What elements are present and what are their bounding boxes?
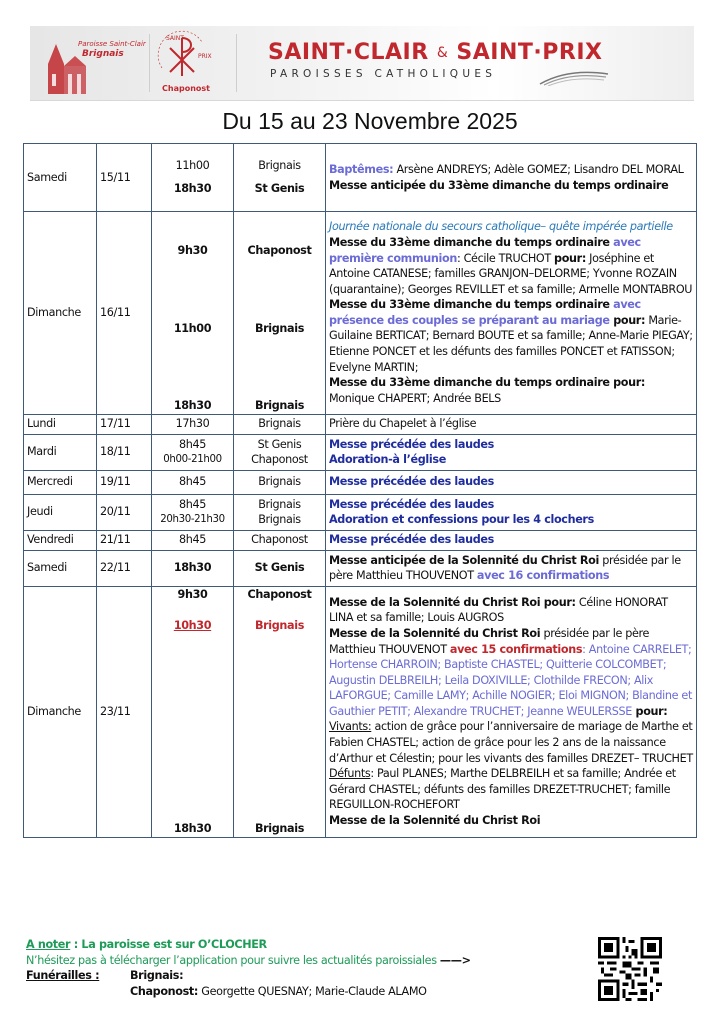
oclocher-note (26, 937, 471, 953)
note-text: : La paroisse est sur O’CLOCHER (70, 938, 267, 951)
time-value: 18h30 (173, 182, 212, 195)
day-cell: Mardi (24, 434, 97, 470)
mass-title: Messe de la Solennité du Christ Roi (329, 814, 541, 828)
place-cell: St Genis (234, 550, 326, 586)
confirmations-label: avec 16 confirmations (476, 569, 610, 583)
logo-brignais (38, 32, 148, 94)
intentions-names: Joséphine et Antoine CATANESE; familles GRANJON–DELORME; Yvonne ROZAIN (quarantaine); Georges REVILLET et sa famille; Armelle MONTABROU (329, 251, 693, 296)
qr-code-icon[interactable] (598, 937, 662, 1001)
swoosh-icon (538, 66, 610, 86)
celebrant: présidée par le père Matthieu THOUVENOT (329, 626, 650, 656)
mass-title: Messe du 33ème dimanche du temps ordinaire (329, 235, 614, 249)
funerals-label: Funérailles : (26, 969, 100, 983)
time-value: 10h30 (173, 619, 212, 633)
place-value: Brignais (254, 321, 305, 335)
defunts-label: Défunts (329, 767, 371, 781)
description-cell (326, 434, 697, 470)
page-title: Du 15 au 23 Novembre 2025 (222, 108, 518, 134)
time-cell: 8h45 (152, 470, 234, 494)
place-value: Brignais (254, 619, 305, 633)
communicant-name: : Cécile TRUCHOT (456, 251, 555, 265)
table-row (24, 530, 697, 550)
place-cell: Chaponost (234, 530, 326, 550)
logo-chaponost (152, 28, 212, 98)
mass-title: Messe du 33ème dimanche du temps ordinaire (329, 298, 614, 312)
intentions-label: pour: (554, 251, 586, 265)
funerals-chaponost-line (26, 984, 471, 1000)
place-value: Chaponost (247, 587, 312, 601)
description-cell: Messe précédée des laudes (326, 470, 697, 494)
mass-title: Messe anticipée de la Solennité du Christ Roi (329, 553, 599, 567)
table-row (24, 494, 697, 530)
logo-brignais-line2: Brignais (82, 49, 124, 59)
intentions-names: Marie- Guilaine BERTICAT; Bernard BOUTE et sa famille; Anne-Marie PIEGAY; Etienne PONCET et les défunts des familles PONCET et FATISSON; Evelyne MARTIN; (329, 313, 693, 374)
date-cell: 19/11 (97, 470, 152, 494)
place-value: Brignais (254, 821, 305, 835)
table-row (24, 470, 697, 494)
date-cell: 21/11 (97, 530, 152, 550)
event-title: Messe précédée des laudes (329, 437, 494, 451)
event-title: Adoration et confessions pour les 4 clochers (329, 513, 594, 527)
date-cell: 15/11 (97, 144, 152, 212)
chi-rho-icon (152, 28, 212, 84)
day-cell: Samedi (24, 550, 97, 586)
table-row (24, 414, 697, 434)
brand-saint-prix: SAINT·PRIX (456, 40, 603, 65)
download-note (26, 953, 471, 969)
svg-text:SAINT: SAINT (166, 35, 184, 42)
time-cell: 17h30 (152, 414, 234, 434)
event-title: Messe précédée des laudes (329, 497, 494, 511)
time-value: 8h45 (178, 437, 207, 451)
funerals-chaponost: Chaponost: (130, 984, 199, 998)
place-cell (234, 586, 326, 837)
time-cell: 18h30 (152, 550, 234, 586)
day-cell: Vendredi (24, 530, 97, 550)
couples-label: avec présence des couples se préparant au mariage (329, 298, 641, 327)
place-cell: Brignais (234, 470, 326, 494)
time-value: 11h00 (175, 159, 210, 173)
vivants-text: action de grâce pour l’anniversaire de mariage de Marthe et Fabien CHASTEL; action de grâce pour les 2 ans de la naissance d’Arthur et Célestin; pour les vivants des familles DREZET– TRUCHET (329, 720, 693, 765)
mass-title: Messe anticipée du 33ème dimanche du temps ordinaire (329, 178, 669, 192)
date-cell: 22/11 (97, 550, 152, 586)
time-value: 18h30 (173, 399, 212, 413)
event-title: Adoration-à l’église (329, 453, 446, 467)
table-row (24, 212, 697, 415)
day-cell: Dimanche (24, 212, 97, 415)
place-value: Chaponost (251, 453, 308, 467)
time-value: 20h30-21h30 (160, 514, 225, 526)
defunts-text: : Paul PLANES; Marthe DELBREILH et sa famille; Andrée et Gérard CHASTEL; défunts des familles DREZET-TRUCHET; famille REGUILLON-ROCHEFORT (329, 767, 676, 812)
day-cell: Samedi (24, 144, 97, 212)
confirmations-label: avec 15 confirmations (449, 642, 583, 656)
brand-title (268, 40, 602, 65)
time-cell (152, 144, 234, 212)
time-cell (152, 212, 234, 415)
description-cell: Prière du Chapelet à l’église (326, 414, 697, 434)
time-value: 0h00-21h00 (163, 454, 222, 466)
schedule-table (23, 143, 697, 838)
mass-title: Messe du 33ème dimanche du temps ordinaire pour: (329, 376, 646, 390)
funerals (26, 968, 471, 984)
place-value: Chaponost (247, 244, 312, 257)
place-value: Brignais (258, 159, 301, 173)
brand-subtitle: PAROISSES CATHOLIQUES (270, 68, 497, 80)
svg-text:PRIX: PRIX (198, 53, 212, 60)
place-cell (234, 434, 326, 470)
place-value: St Genis (257, 437, 302, 451)
place-cell: Brignais (234, 414, 326, 434)
logo-brignais-line1: Paroisse Saint-Clair (78, 40, 146, 48)
day-cell: Lundi (24, 414, 97, 434)
time-value: 11h00 (173, 321, 212, 335)
divider (236, 34, 237, 92)
first-communion-label: avec première communion (329, 235, 641, 265)
table-row (24, 550, 697, 586)
time-cell: 8h45 (152, 530, 234, 550)
collection-note: Journée nationale du secours catholique– quête impérée partielle (329, 220, 673, 234)
time-cell (152, 494, 234, 530)
logo-chaponost-text: Chaponost (162, 84, 210, 93)
baptism-names: Arsène ANDREYS; Adèle GOMEZ; Lisandro DEL MORAL (393, 162, 684, 176)
celebrant: présidée par le père Matthieu THOUVENOT (329, 553, 681, 583)
funerals-chaponost-names: Georgette QUESNAY; Marie-Claude ALAMO (198, 984, 427, 998)
time-value: 9h30 (177, 587, 208, 601)
download-text: N’hésitez pas à télécharger l’application pour suivre les actualités paroissiales (26, 953, 437, 967)
date-cell: 18/11 (97, 434, 152, 470)
church-icon (40, 42, 88, 94)
intentions-label: pour: (609, 313, 646, 327)
description-cell (326, 144, 697, 212)
table-row (24, 144, 697, 212)
day-cell: Dimanche (24, 586, 97, 837)
day-cell: Jeudi (24, 494, 97, 530)
intentions-names: Monique CHAPERT; Andrée BELS (329, 391, 501, 405)
place-cell (234, 144, 326, 212)
date-cell: 17/11 (97, 414, 152, 434)
description-cell (326, 212, 697, 415)
table-row (24, 434, 697, 470)
time-value: 8h45 (178, 497, 207, 511)
intentions-names: Céline HONORAT LINA et sa famille; Louis AUGROS (329, 595, 668, 625)
description-cell (326, 586, 697, 837)
place-value: St Genis (254, 182, 305, 195)
arrow-right-icon: ——> (439, 953, 471, 967)
date-cell: 16/11 (97, 212, 152, 415)
description-cell: Messe précédée des laudes (326, 530, 697, 550)
place-cell (234, 212, 326, 415)
mass-title: Messe de la Solennité du Christ Roi pour: (329, 595, 576, 609)
vivants-label: Vivants: (329, 720, 372, 734)
brand-ampersand: & (436, 45, 449, 61)
header-banner (30, 26, 694, 101)
table-row (24, 586, 697, 837)
date-cell: 23/11 (97, 586, 152, 837)
place-value: Brignais (254, 399, 305, 413)
footer-notes (26, 937, 471, 999)
divider (149, 34, 150, 92)
confirmands-names: : Antoine CARRELET; Hortense CHARROIN; Baptiste CHASTEL; Quitterie COLCOMBET; Augustin DELBREILH; Leila DOXIVILLE; Clothilde FRECON; Alix LAFORGUE; Camille LAMY; Achille NOGIER; Eloi MIGNON; Blandine et Gauthier PETIT; Alexandre TRUCHET; Jeanne WEULERSSE (329, 642, 692, 718)
date-cell: 20/11 (97, 494, 152, 530)
mass-title: Messe de la Solennité du Christ Roi (329, 626, 541, 640)
time-value: 9h30 (177, 244, 208, 257)
description-cell (326, 550, 697, 586)
day-cell: Mercredi (24, 470, 97, 494)
baptism-label: Baptêmes: (329, 162, 394, 176)
place-value: Brignais (258, 497, 301, 511)
note-label: A noter (26, 938, 71, 951)
place-cell (234, 494, 326, 530)
description-cell (326, 494, 697, 530)
brand-saint-clair: SAINT·CLAIR (268, 40, 429, 65)
time-value: 18h30 (173, 821, 212, 835)
funerals-brignais: Brignais: (130, 969, 184, 983)
time-cell (152, 434, 234, 470)
intentions-label: pour: (631, 704, 668, 718)
time-cell (152, 586, 234, 837)
place-value: Brignais (258, 513, 301, 527)
